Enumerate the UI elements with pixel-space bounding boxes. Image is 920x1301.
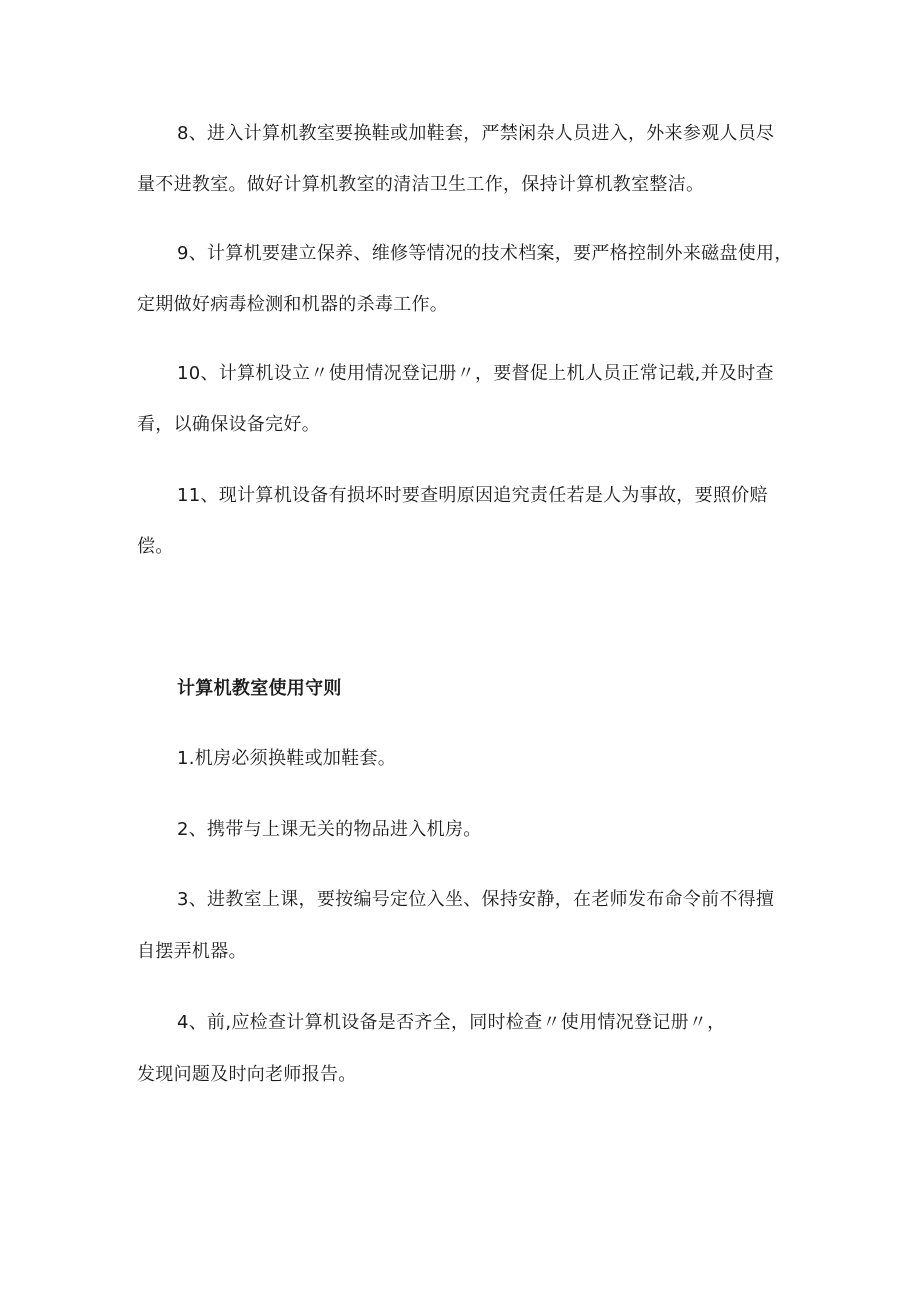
section-title: 计算机教室使用守则 — [177, 678, 342, 699]
rule-8-line-2: 量不进教室。做好计算机教室的清洁卫生工作，保持计算机教室整洁。 — [137, 174, 705, 195]
rule-11-line-1: 11、现计算机设备有损坏时要查明原因追究责任若是人为事故，要照价赔 — [177, 485, 768, 506]
guideline-1: 1.机房必须换鞋或加鞋套。 — [177, 748, 397, 769]
guideline-4-line-1: 4、前,应检查计算机设备是否齐全，同时检查〃使用情况登记册〃， — [177, 1012, 726, 1033]
rule-11-line-2: 偿。 — [137, 536, 174, 557]
guideline-4-line-2: 发现问题及时向老师报告。 — [137, 1064, 357, 1085]
guideline-3-line-2: 自摆弄机器。 — [137, 941, 247, 962]
rule-9-line-2: 定期做好病毒检测和机器的杀毒工作。 — [137, 294, 449, 315]
rule-10-line-1: 10、计算机设立〃使用情况登记册〃，要督促上机人员正常记载,并及时查 — [177, 363, 774, 384]
guideline-2: 2、携带与上课无关的物品进入机房。 — [177, 819, 482, 840]
rule-10-line-2: 看，以确保设备完好。 — [137, 414, 320, 435]
guideline-3-line-1: 3、进教室上课，要按编号定位入坐、保持安静，在老师发布命令前不得擅 — [177, 889, 775, 910]
rule-8-line-1: 8、进入计算机教室要换鞋或加鞋套，严禁闲杂人员进入，外来参观人员尽 — [177, 123, 775, 144]
rule-9-line-1: 9、计算机要建立保养、维修等情况的技术档案，要严格控制外来磁盘使用， — [177, 243, 793, 264]
